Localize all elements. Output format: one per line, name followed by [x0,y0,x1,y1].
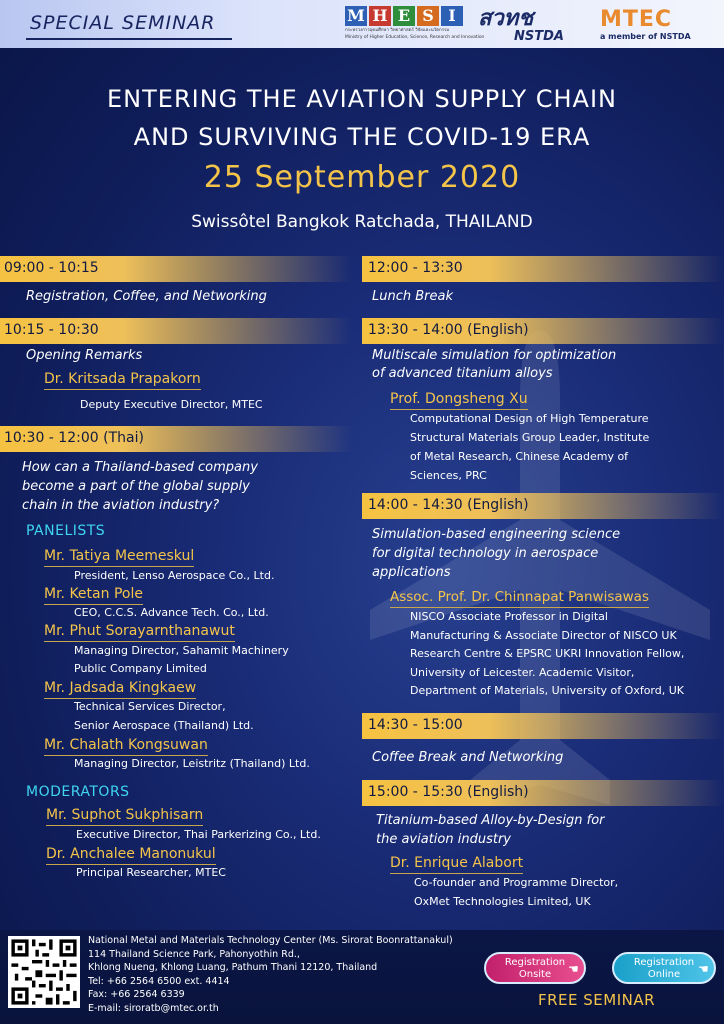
mtec-logo [600,8,720,46]
contact-email[interactable]: E-mail: siroratb@mtec.or.th [88,1002,219,1014]
time-label: 09:00 - 10:15 [4,260,99,276]
title-line-1: ENTERING THE AVIATION SUPPLY CHAIN [107,85,617,113]
mtec-logo-text: MTEC [600,7,673,32]
speaker-name: Prof. Dongsheng Xu [390,390,528,410]
panelist-name: Mr. Chalath Kongsuwan [44,736,208,756]
special-seminar-label: SPECIAL SEMINAR [30,12,216,34]
session-title-line: chain in the aviation industry? [22,498,220,513]
mhesi-letter-block: S [417,6,439,26]
mhesi-letter-block: E [393,6,415,26]
time-label: 14:00 - 14:30 (English) [368,497,529,513]
time-label: 14:30 - 15:00 [368,717,463,733]
contact-line: National Metal and Materials Technology Center (Ms. Sirorat Boonrattanakul) [88,935,453,946]
moderators-heading: MODERATORS [26,784,130,800]
moderator-role: Principal Researcher, MTEC [76,866,226,879]
speaker-role: Co-founder and Programme Director, [414,876,619,889]
time-label: 13:30 - 14:00 (English) [368,322,529,338]
panelist-role: Technical Services Director, [74,700,226,713]
time-bar-1430 [362,713,724,739]
speaker-name: Dr. Kritsada Prapakorn [44,370,201,390]
time-bar-1330 [362,318,724,344]
speaker-role: University of Leicester. Academic Visitor, [410,666,635,679]
speaker-role: Research Centre & EPSRC UKRI Innovation Fellow, [410,647,685,660]
speaker-role: OxMet Technologies Limited, UK [414,895,591,908]
speaker-role: Deputy Executive Director, MTEC [80,398,263,411]
mhesi-subtitle-en: Ministry of Higher Education, Science, Research and Innovation [345,35,485,40]
speaker-role: Computational Design of High Temperature [410,412,649,425]
speaker-name: Assoc. Prof. Dr. Chinnapat Panwisawas [390,588,649,608]
session-title: Lunch Break [372,289,453,304]
nstda-logo-thai: สวทช [478,6,534,31]
panelist-role: CEO, C.C.S. Advance Tech. Co., Ltd. [74,606,269,619]
time-bar-1500 [362,780,724,806]
mhesi-letter-block: I [441,6,463,26]
event-venue: Swissôtel Bangkok Ratchada, THAILAND [191,212,533,232]
special-seminar-underline [26,38,232,40]
panelist-name: Mr. Tatiya Meemeskul [44,547,194,567]
mhesi-logo [345,6,485,42]
mtec-logo-subtitle: a member of NSTDA [600,32,691,41]
speaker-role: NISCO Associate Professor in Digital [410,610,608,623]
session-title-line: for digital technology in aerospace [372,546,599,561]
contact-fax: Fax: +66 2564 6339 [88,989,185,1000]
time-label: 10:30 - 12:00 (Thai) [4,430,144,446]
speaker-role: Sciences, PRC [410,469,487,482]
registration-online-label-2: Online [647,969,681,980]
cursor-click-icon: ☚ [698,962,709,976]
speaker-role: Department of Materials, University of Oxford, UK [410,684,684,697]
mhesi-letter-block: M [345,6,367,26]
title-line-2: AND SURVIVING THE COVID-19 ERA [133,123,591,151]
session-title-line: Simulation-based engineering science [372,527,621,542]
panelist-role: Managing Director, Sahamit Machinery [74,644,289,657]
moderator-role: Executive Director, Thai Parkerizing Co., Ltd. [76,828,321,841]
nstda-logo [478,8,590,42]
session-title: Opening Remarks [26,348,143,363]
qr-code-icon[interactable] [8,936,80,1008]
panelist-role: President, Lenso Aerospace Co., Ltd. [74,569,275,582]
session-title-line: Multiscale simulation for optimization [372,348,617,363]
mhesi-letter-block: H [369,6,391,26]
panelist-role: Managing Director, Leistritz (Thailand) Ltd. [74,757,310,770]
panelist-role: Public Company Limited [74,662,207,675]
time-bar-1030 [0,426,352,452]
session-title-line: the aviation industry [376,832,511,847]
nstda-logo-text: NSTDA [514,29,564,44]
panelist-name: Mr. Ketan Pole [44,585,143,605]
speaker-role: Manufacturing & Associate Director of NISCO UK [410,629,677,642]
free-seminar-label: FREE SEMINAR [538,991,656,1009]
session-title-line: applications [372,565,451,580]
time-label: 10:15 - 10:30 [4,322,99,338]
panelist-name: Mr. Phut Sorayarnthanawut [44,622,235,642]
time-bar-1015 [0,318,352,344]
panelist-role: Senior Aerospace (Thailand) Ltd. [74,719,254,732]
contact-line: 114 Thailand Science Park, Pahonyothin Rd., [88,948,300,960]
contact-phone: Tel: +66 2564 6500 ext. 4414 [88,975,230,987]
session-title-line: of advanced titanium alloys [372,366,553,381]
mhesi-subtitle-thai: กระทรวงการอุดมศึกษา วิทยาศาสตร์ วิจัยและนวัตกรรม [345,28,450,33]
time-bar-1200 [362,256,724,282]
time-bar-0900 [0,256,352,282]
moderator-name: Mr. Suphot Sukphisarn [46,806,203,826]
session-title-line: become a part of the global supply [22,479,250,494]
speaker-role: of Metal Research, Chinese Academy of [410,450,629,463]
contact-line: Khlong Nueng, Khlong Luang, Pathum Thani 12120, Thailand [88,962,378,973]
registration-online-label-1: Registration [633,957,695,968]
session-title-line: How can a Thailand-based company [22,460,258,475]
registration-onsite-label-1: Registration [504,957,566,968]
event-date: 25 September 2020 [203,160,521,195]
session-title: Registration, Coffee, and Networking [26,289,267,304]
session-title-line: Titanium-based Alloy-by-Design for [376,813,605,828]
speaker-name: Dr. Enrique Alabort [390,854,523,874]
time-label: 12:00 - 13:30 [368,260,463,276]
cursor-click-icon: ☚ [568,962,579,976]
registration-onsite-label-2: Onsite [518,969,552,980]
time-bar-1400 [362,493,724,519]
time-label: 15:00 - 15:30 (English) [368,784,529,800]
speaker-role: Structural Materials Group Leader, Institute [410,431,650,444]
panelists-heading: PANELISTS [26,523,106,539]
contact-info [88,934,453,1015]
session-title: Coffee Break and Networking [372,750,564,765]
moderator-name: Dr. Anchalee Manonukul [46,845,216,865]
panelist-name: Mr. Jadsada Kingkaew [44,679,196,699]
